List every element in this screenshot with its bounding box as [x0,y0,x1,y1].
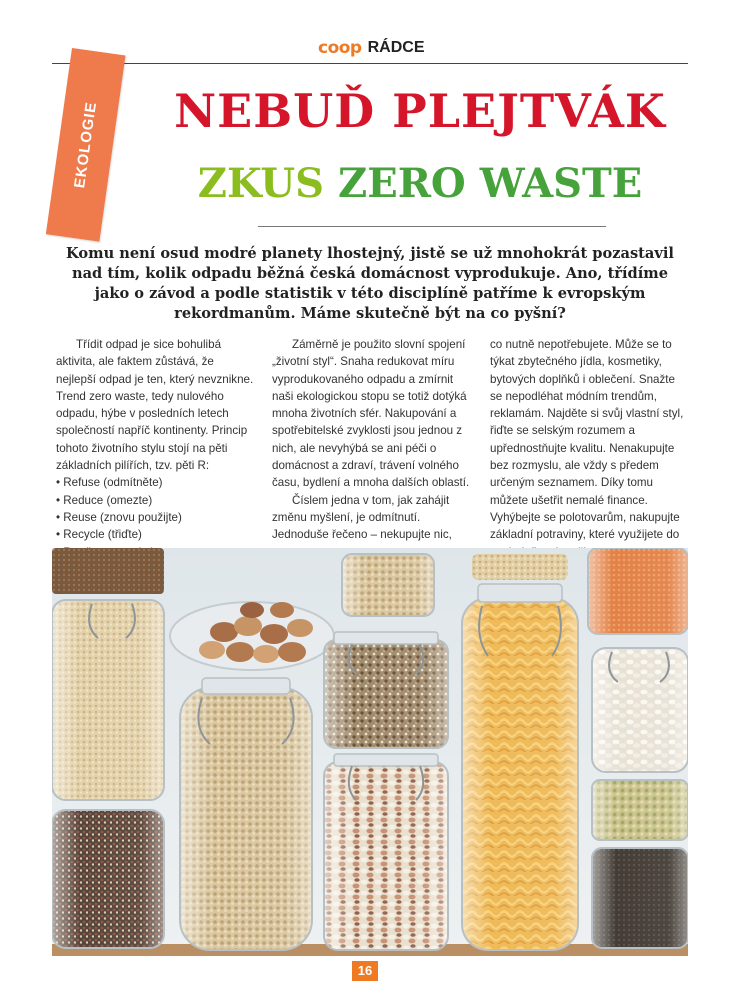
page-number: 16 [352,961,378,981]
category-label: EKOLOGIE [71,100,101,190]
jars-photo [52,548,688,956]
column-3-paragraph: co nutně nepotřebujete. Může se to týkat zbytečného jídla, kosmetiky, bytových doplňků i oblečení. Snažte se nepodléhat módním trendům, reklamám. Najděte si svůj vlastní styl, řiďte se selským rozumem a upřednostňujte kvalitu. Nenakupujte bez rozmyslu, ale vždy s předem určeným seznamem. Díky tomu můžete ušetřit nemalé finance. Vyhýbejte se polotovarům, nakupujte základní potraviny, které využijete do [490,338,684,542]
headline-divider [258,226,606,227]
list-item: • Reduce (omezte) [56,492,256,509]
header-brand [318,38,425,58]
column-1-paragraph: Třídit odpad je sice bohulibá aktivita, ale faktem zůstává, že nejlepší odpad je ten, který nevznikne. Trend zero waste, tedy nulového odpadu, hýbe v posledních letech společností napříč kontinenty. Princip tohoto životního stylu stojí na pěti základních pilířích, tzv. pěti R: [56,338,254,473]
article-column-1 [56,336,256,561]
header-divider [52,63,688,64]
list-item: • Reuse (znovu použijte) [56,509,256,526]
jars-illustration [52,548,688,956]
column-2-paragraph-1: Záměrně je použito slovní spojení „životní styl“. Snaha redukovat míru vyprodukovaného odpadu a zmírnit naši ekologickou stopu se totiž dotýká mnoha životních sfér. Nakupování a spotřebitelské zvyklosti jsou jednou z nich, ale nevyhýbá se ani péči o domácnost a zdraví, trávení volného času, bydlení a mnoha dalších oblastí. [272,338,470,490]
header-section-title: RÁDCE [367,39,425,56]
headline-line2 [140,160,700,207]
list-item: • Recycle (třiďte) [56,526,256,543]
column-2-paragraph-2: Číslem jedna v tom, jak zahájit změnu myšlení, je odmítnutí. Jednoduše řečeno – nekupujte nic, [272,493,452,542]
lead-paragraph: Komu není osud modré planety lhostejný, jistě se už mnohokrát pozastavil nad tím, kolik odpadu běžná česká domácnost vyprodukuje. Ano, třídíme jako o závod a podle statistik v této disciplíně patříme k evropským rekordmanům. Máme skutečně být na co pyšní? [66,245,674,322]
coop-logo: coop [318,38,362,58]
article-column-3 [490,336,690,561]
list-item: • Refuse (odmítněte) [56,474,256,491]
article-column-2 [272,336,472,544]
headline-words-zero-waste: ZERO WASTE [338,160,643,207]
headline-line1: NEBUĎ PLEJTVÁK [174,84,666,138]
headline-word-zkus: ZKUS [197,160,325,207]
category-ribbon [46,48,126,242]
